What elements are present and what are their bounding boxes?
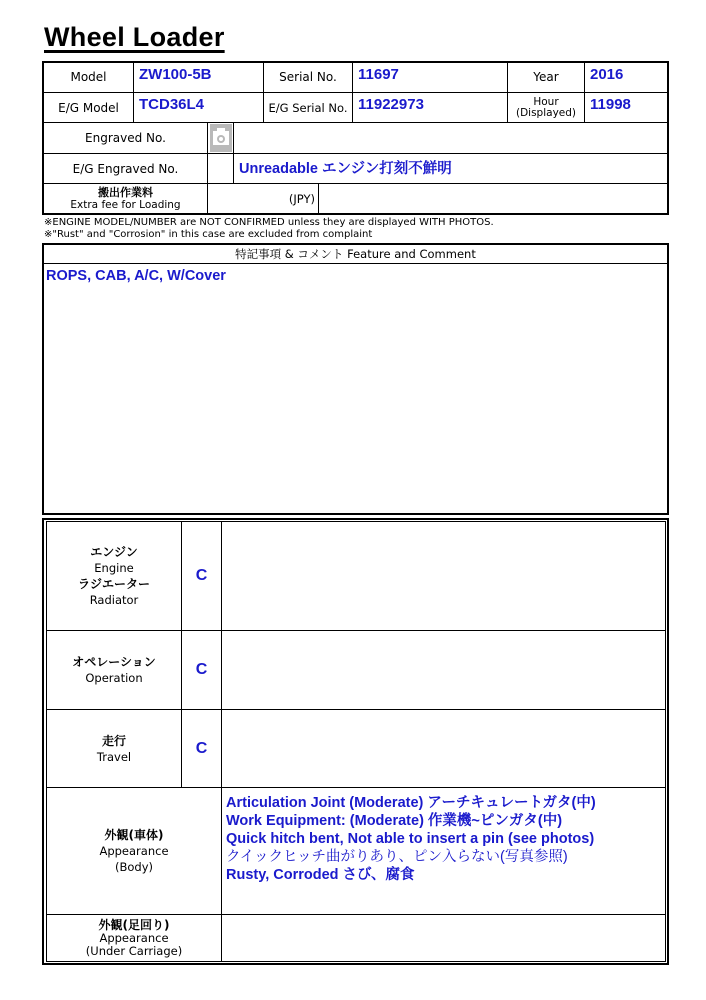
operation-label — [47, 631, 181, 709]
model-value: ZW100-5B — [139, 65, 212, 83]
year-value: 2016 — [590, 65, 624, 83]
eg-model-value: TCD36L4 — [139, 96, 205, 113]
hour-label-line1: Hour — [533, 95, 559, 108]
eg-engraved-value: Unreadable エンジン打刻不鮮明 — [239, 160, 452, 177]
radiator-jp: ラジエーター — [77, 577, 150, 591]
travel-label — [47, 710, 181, 787]
fee-unit — [208, 184, 318, 214]
note-rust: ※"Rust" and "Corrosion" in this case are excluded from complaint — [44, 229, 373, 240]
camera-icon-graphic — [210, 124, 232, 152]
body-comment-line: Articulation Joint (Moderate) アーチキュレートガタ(中) — [226, 795, 596, 811]
eg-engraved-label: E/G Engraved No. — [72, 161, 179, 176]
col-divider — [233, 122, 234, 153]
fee-unit-text: (JPY) — [288, 192, 315, 206]
feature-text: ROPS, CAB, A/C, W/Cover — [46, 268, 226, 284]
undercarriage-en2: (Under Carriage) — [85, 943, 183, 958]
feature-header: 特記事項 & コメント Feature and Comment — [235, 247, 476, 261]
body-comment-line: Quick hitch bent, Not able to insert a pin (see photos) — [226, 831, 595, 847]
operation-jp: オペレーション — [72, 655, 156, 669]
body-jp: 外観(車体) — [104, 828, 164, 842]
travel-en: Travel — [96, 749, 132, 764]
body-comment-line: Rusty, Corroded さび、腐食 — [226, 867, 415, 883]
engraved-label: Engraved No. — [85, 131, 166, 145]
hour-value: 11998 — [590, 96, 631, 113]
body-comments — [226, 794, 596, 884]
body-appearance-label — [47, 788, 221, 914]
serial-label: Serial No. — [279, 70, 337, 84]
engine-grade: C — [195, 567, 208, 584]
fee-label-en: Extra fee for Loading — [70, 199, 181, 211]
body-en2: (Body) — [114, 860, 153, 874]
travel-jp: 走行 — [101, 733, 126, 748]
eg-serial-value: 11922973 — [358, 96, 424, 113]
serial-value: 11697 — [358, 65, 399, 83]
fee-label — [44, 184, 207, 214]
operation-en: Operation — [85, 671, 143, 685]
travel-grade: C — [195, 739, 208, 757]
note-engine: ※ENGINE MODEL/NUMBER are NOT CONFIRMED unless they are displayed WITH PHOTOS. — [44, 217, 494, 228]
radiator-en: Radiator — [89, 593, 139, 607]
eg-model-label: E/G Model — [58, 100, 119, 115]
body-comment-line: Work Equipment: (Moderate) 作業機~ピンガタ(中) — [226, 813, 563, 829]
feature-header-divider — [43, 263, 668, 264]
undercarriage-en1: Appearance — [99, 930, 169, 945]
eg-serial-label: E/G Serial No. — [268, 100, 348, 115]
year-label: Year — [533, 70, 559, 84]
operation-grade: C — [195, 661, 208, 678]
engine-jp: エンジン — [90, 545, 138, 559]
col-divider — [318, 183, 319, 214]
engine-en: Engine — [94, 561, 134, 575]
col-divider — [221, 522, 222, 961]
camera-icon[interactable] — [208, 123, 233, 153]
body-comment-line: クイックヒッチ曲がりあり、ピン入らない(写真参照) — [226, 849, 568, 865]
page-title: Wheel Loader — [44, 22, 225, 52]
model-label: Model — [70, 70, 107, 84]
engine-radiator-label — [47, 522, 181, 630]
hour-label — [508, 93, 584, 122]
undercarriage-label — [47, 915, 221, 961]
body-en1: Appearance — [99, 844, 169, 858]
undercarriage-jp: 外観(足回り) — [98, 917, 170, 932]
fee-label-jp: 搬出作業料 — [98, 186, 153, 199]
hour-label-line2: (Displayed) — [515, 106, 577, 119]
